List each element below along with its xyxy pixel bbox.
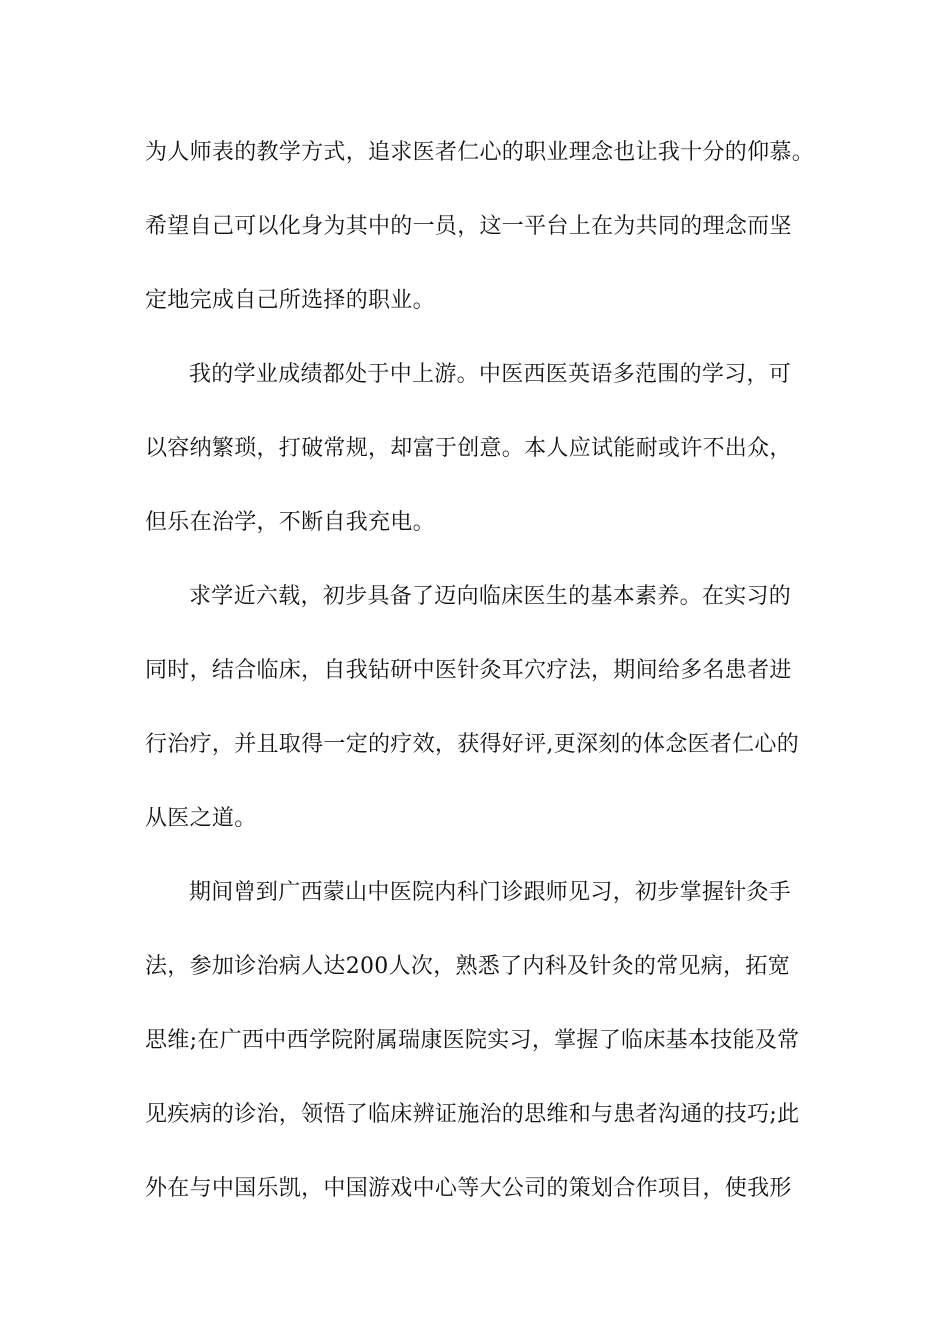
paragraph-first-line: 我的学业成绩都处于中上游。中医西医英语多范围的学习，可 — [189, 362, 792, 387]
text-line: 同时，结合临床，自我钻研中医针灸耳穴疗法，期间给多名患者进 — [145, 658, 792, 683]
text-line: 但乐在治学，不断自我充电。 — [145, 510, 435, 535]
text-line: 行治疗，并且取得一定的疗效，获得好评,更深刻的体念医者仁心的 — [145, 732, 799, 757]
text-line: 以容纳繁琐，打破常规，却富于创意。本人应试能耐或许不出众， — [145, 436, 792, 461]
text-line: 法，参加诊治病人达200人次，熟悉了内科及针灸的常见病，拓宽 — [145, 954, 790, 979]
text-line: 希望自己可以化身为其中的一员，这一平台上在为共同的理念而坚 — [145, 214, 792, 239]
text-line: 定地完成自己所选择的职业。 — [145, 288, 435, 313]
text-line: 见疾病的诊治，领悟了临床辨证施治的思维和与患者沟通的技巧;此 — [145, 1102, 800, 1127]
paragraph-first-line: 期间曾到广西蒙山中医院内科门诊跟师见习，初步掌握针灸手 — [189, 880, 792, 905]
paragraph-first-line: 求学近六载，初步具备了迈向临床医生的基本素养。在实习的 — [189, 584, 792, 609]
text-line: 从医之道。 — [145, 806, 257, 831]
text-line: 思维;在广西中西学院附属瑞康医院实习，掌握了临床基本技能及常 — [145, 1028, 800, 1053]
text-line: 为人师表的教学方式，追求医者仁心的职业理念也让我十分的仰慕。 — [145, 140, 815, 165]
text-line: 外在与中国乐凯，中国游戏中心等大公司的策划合作项目，使我形 — [145, 1176, 792, 1201]
